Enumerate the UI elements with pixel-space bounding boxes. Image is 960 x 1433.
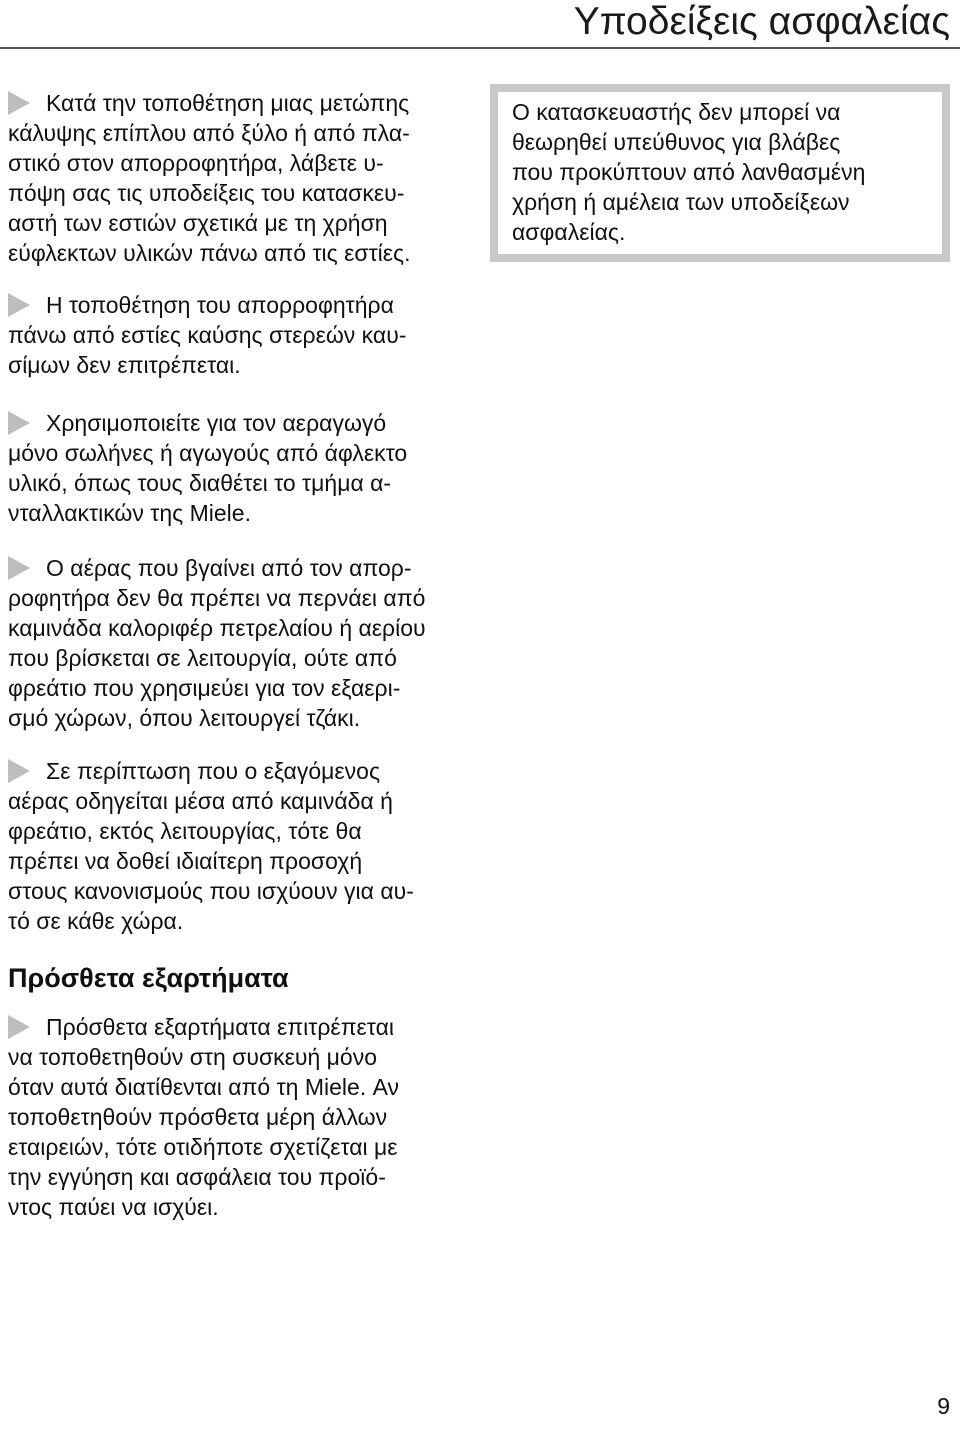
notice-line: που προκύπτουν από λανθασμένη	[512, 159, 866, 185]
accessories-note-line: τοποθετηθούν πρόσθετα μέρη άλλων	[8, 1104, 388, 1130]
safety-note	[8, 756, 478, 936]
liability-notice-box	[490, 84, 950, 262]
section-heading-accessories: Πρόσθετα εξαρτήματα	[8, 963, 289, 993]
safety-note-line: πόψη σας τις υποδείξεις του κατασκευ-	[8, 180, 405, 206]
safety-note-line: υλικό, όπως τους διαθέτει το τμήμα α-	[8, 470, 392, 496]
safety-note-line: Χρησιμοποιείτε για τον αεραγωγό	[46, 410, 387, 436]
safety-note-line: πρέπει να δοθεί ιδιαίτερη προσοχή	[8, 848, 363, 874]
triangle-bullet-icon	[8, 293, 30, 317]
accessories-note	[8, 1012, 478, 1222]
safety-note-line: στους κανονισμούς που ισχύουν για αυ-	[8, 878, 414, 904]
safety-note	[8, 290, 478, 380]
triangle-bullet-icon	[8, 411, 30, 435]
safety-note-line: τό σε κάθε χώρα.	[8, 908, 184, 934]
header-divider	[0, 47, 960, 49]
page-number: 9	[937, 1393, 950, 1419]
triangle-bullet-icon	[8, 91, 30, 115]
triangle-bullet-icon	[8, 556, 30, 580]
safety-note-line: φρεάτιο που χρησιμεύει για τον εξαερι-	[8, 675, 401, 701]
safety-note-line: ροφητήρα δεν θα πρέπει να περνάει από	[8, 585, 426, 611]
safety-note	[8, 88, 478, 268]
notice-line: Ο κατασκευαστής δεν μπορεί να	[512, 99, 841, 125]
accessories-note-line: την εγγύηση και ασφάλεια του προϊό-	[8, 1164, 386, 1190]
notice-line: ασφαλείας.	[512, 219, 626, 245]
safety-note-line: Η τοποθέτηση του απορροφητήρα	[46, 292, 394, 318]
safety-note-line: νταλλακτικών της Miele.	[8, 500, 251, 526]
safety-note-line: πάνω από εστίες καύσης στερεών καυ-	[8, 322, 407, 348]
safety-note-line: Ο αέρας που βγαίνει από τον απορ-	[46, 555, 412, 581]
triangle-bullet-icon	[8, 1015, 30, 1039]
accessories-note-line: να τοποθετηθούν στη συσκευή μόνο	[8, 1044, 377, 1070]
safety-note-line: φρεάτιο, εκτός λειτουργίας, τότε θα	[8, 818, 362, 844]
notice-line: θεωρηθεί υπεύθυνος για βλάβες	[512, 129, 841, 155]
accessories-note-line: ντος παύει να ισχύει.	[8, 1194, 219, 1220]
notice-line: χρήση ή αμέλεια των υποδείξεων	[512, 189, 850, 215]
safety-note-line: στικό στον απορροφητήρα, λάβετε υ-	[8, 150, 384, 176]
safety-note-line: αέρας οδηγείται μέσα από καμινάδα ή	[8, 788, 393, 814]
safety-note-line: που βρίσκεται σε λειτουργία, ούτε από	[8, 645, 397, 671]
accessories-note-line: όταν αυτά διατίθενται από τη Miele. Αν	[8, 1074, 400, 1100]
accessories-note-line: Πρόσθετα εξαρτήματα επιτρέπεται	[46, 1014, 394, 1040]
safety-note-line: Σε περίπτωση που ο εξαγόμενος	[46, 758, 381, 784]
safety-note-line: σίμων δεν επιτρέπεται.	[8, 352, 241, 378]
accessories-note-line: εταιρειών, τότε οτιδήποτε σχετίζεται με	[8, 1134, 398, 1160]
triangle-bullet-icon	[8, 759, 30, 783]
safety-note-line: Κατά την τοποθέτηση μιας μετώπης	[46, 90, 410, 116]
safety-note-line: αστή των εστιών σχετικά με τη χρήση	[8, 210, 388, 236]
safety-note-line: μόνο σωλήνες ή αγωγούς από άφλεκτο	[8, 440, 408, 466]
safety-note	[8, 553, 478, 733]
safety-note	[8, 408, 478, 528]
safety-note-line: εύφλεκτων υλικών πάνω από τις εστίες.	[8, 240, 411, 266]
safety-note-line: κάλυψης επίπλου από ξύλο ή από πλα-	[8, 120, 410, 146]
page-title: Υποδείξεις ασφαλείας	[573, 0, 950, 43]
safety-note-line: σμό χώρων, όπου λειτουργεί τζάκι.	[8, 705, 361, 731]
safety-note-line: καμινάδα καλοριφέρ πετρελαίου ή αερίου	[8, 615, 426, 641]
